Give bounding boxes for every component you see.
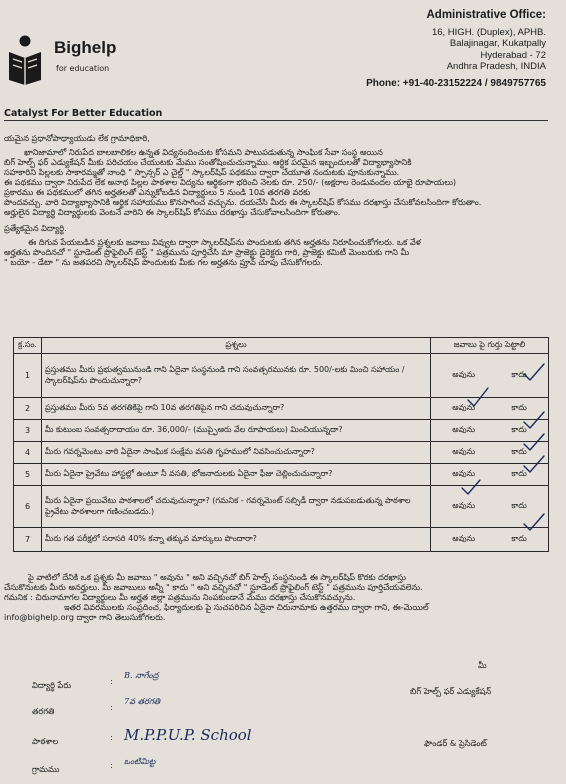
school-value[interactable]: M.P.P.U.P. School xyxy=(124,726,252,744)
intro-line: పొందవచ్చు. వారి విద్యాభ్యాసానికి ఆర్థిక సహాయము కొనసాగించ వచ్చును. దయచేసి మీరు ఈ స్కాలర్‌షిప్ కోసము దరఖాస్తు చేసుకోవలసిందిగా కోరుతాం. xyxy=(4,197,482,207)
office-title: Administrative Office: xyxy=(426,9,546,21)
office-line: Hyderabad - 72 xyxy=(480,49,546,61)
signoff-mee: మీ xyxy=(478,660,487,670)
tick-mark xyxy=(524,456,544,472)
intro-line: సహకారిని పిల్లలకు సాకారమ్మతో నాంధి " స్పాన్సర్ ఎ చైల్డ్ " స్కాలర్‌షిప్ పథకము ద్వారా చేయూత నందుటకు పూనుకున్నాము. xyxy=(4,167,400,177)
row-number: 5 xyxy=(14,464,42,486)
handwritten-ticks xyxy=(440,360,560,550)
class-value[interactable]: 7వ తరగతి xyxy=(124,696,161,706)
tick-mark xyxy=(524,364,544,380)
instruction-line: ఇతర వివరములకు సంప్రదించ, ఫిర్యాదులకు పై సుచపరిచిన ఏదైనా చిరునామాకు ఉత్తరము ద్వారా గాని, ఈ-మెయిల్ xyxy=(64,602,429,612)
answer-no[interactable]: కాదు xyxy=(511,370,527,379)
col-number-header: క్ర.సం. xyxy=(14,338,42,354)
student-name-value[interactable]: B. నాగేంద్ర xyxy=(124,670,159,680)
row-number: 6 xyxy=(14,486,42,528)
signoff-org: బిగ్ హెల్ప్ ఫర్ ఎడ్యుకేషన్ xyxy=(410,686,492,696)
answer-yes[interactable]: అవును xyxy=(452,469,475,478)
answer-yes[interactable]: అవును xyxy=(452,534,475,543)
selection-line: " బయో - డేటా " ను జతపరచి స్కాలర్‌షిప్ పొందుటకు మీకు గల అర్హతను ప్రూవ్ చూపు చేసుకోగలరు. xyxy=(4,257,323,267)
header-divider xyxy=(4,120,548,121)
row-number: 2 xyxy=(14,398,42,420)
tick-mark xyxy=(468,388,488,406)
class-label: తరగతి xyxy=(32,706,55,716)
intro-line: యమైన ప్రధానోపాధ్యాయుడు లేక గ్రామాధికారి, xyxy=(4,133,150,143)
intro-line: బిగ్ హెల్ప్ ఫర్ ఎడ్యుకేషన్ మీకు పరిచయం చేయుటకు మేము సంతోషించుచున్నాము. ఆర్థిక పరమైన ఇబ్బందులతో విద్యాభ్యాసానికి xyxy=(4,157,412,167)
answer-yes[interactable]: అవును xyxy=(452,403,475,412)
selection-line: ఈ దిగువ పేయబడిన ప్రశ్నలకు జవాబు వివ్వుట ద్వారా స్కాలర్‌షిప్‌ను పొందుటకు తగిన అర్హతను నిరూపించుకోగలరు. ఒక వేళ xyxy=(28,237,421,247)
village-value[interactable]: ఒంటిమిట్ట xyxy=(124,756,156,766)
row-question: మీరు గత పరీక్షలో సరాసరి 40% కన్నా తక్కువ మార్కులు పొందారా? xyxy=(42,528,431,552)
school-label: పాఠశాల xyxy=(32,736,59,746)
student-name-label: విద్యార్థి పేరు xyxy=(32,680,72,690)
instruction-line: పై వాటిలో దేనికి ఒక ప్రశ్నకు మీ జవాబు " అవును " అని వచ్చినచో బిగ్ హెల్ప్ సంస్థనుండి ఈ స్కాలర్‌షిప్ కొరకు దరఖాస్తు xyxy=(28,572,406,582)
row-question: మీరు గవర్నమెంటు వారి ఏదైనా సాంఘిక సంక్షేమ వసతి గృహములో నివసించుచున్నారా? xyxy=(42,442,431,464)
col-answer-header: జవాబు పై గుర్తు పెట్టాలి xyxy=(431,338,549,354)
answer-no[interactable]: కాదు xyxy=(511,534,527,543)
row-number: 7 xyxy=(14,528,42,552)
office-phone: Phone: +91-40-23152224 / 9849757765 xyxy=(366,77,546,89)
answer-no[interactable]: కాదు xyxy=(511,501,527,510)
brand-name: Bighelp xyxy=(54,38,117,57)
instructions-paragraph xyxy=(4,572,550,652)
answer-yes[interactable]: అవును xyxy=(452,425,475,434)
tick-mark xyxy=(462,480,480,494)
tagline: Catalyst For Better Education xyxy=(4,108,163,119)
row-question: మీరు ఏదైనా ప్రైవేటు హాస్టల్లో ఉంటూ నీ వసతి, భోజనాదులకు ఏదైనా ఫీజు చెల్లించుచున్నారా? xyxy=(42,464,431,486)
row-question: మీరు ఏదైనా ప్రయివేటు పాఠశాలలో చదువుచున్నారా? (గమనిక - గవర్నమెంట్ సబ్సిడీ ద్వారా నడుపబడుతున్న పాఠశాల ప్రైవేటు పాఠశాలగా గణించబడదు.) xyxy=(42,486,431,528)
answer-yes[interactable]: అవును xyxy=(452,447,475,456)
intro-line: ప్రకారము ఈ పథకములో తగిన అర్హతలతో ఎన్నుకోబడిన విద్యార్థులు 5 నుండి 10వ తరగతి వరకు xyxy=(4,187,311,197)
instruction-line: చేసుకొనుటకు మీరు అనర్హులు. మీ జవాబులు అన్నీ " కాదు " అని వచ్చినచో " స్టూడెంట్ ప్రొఫైలింగ్ టెస్ట్ " పత్రమును పూర్తిచేయవలెను. xyxy=(4,582,423,592)
table-header xyxy=(14,338,549,354)
row-number: 1 xyxy=(14,354,42,398)
tick-mark xyxy=(524,434,544,450)
office-line: Balajinagar, Kukatpally xyxy=(449,38,546,49)
email-line: info@bighelp.org ద్వారా గాని తెలుసుకోగలరు. xyxy=(4,612,166,622)
instruction-line: గమనిక : చిరునామాగల విద్యార్థులు మీ అర్హత జిల్లా పత్రమును నింపకుండానే మేము దరఖాస్తు చేసుకొనవచ్చును. xyxy=(4,592,356,602)
office-line: Andhra Pradesh, INDIA xyxy=(446,61,546,72)
col-question-header: ప్రశ్నలు xyxy=(42,338,431,354)
row-question: ప్రస్తుతము మీరు 5వ తరగతికిపై గాని 10వ తరగతిపైన గాని చదువుచున్నారా? xyxy=(42,398,431,420)
brand-subtitle: for education xyxy=(56,64,110,73)
intro-paragraph xyxy=(4,133,550,325)
tick-mark xyxy=(524,514,544,530)
answer-yes[interactable]: అవును xyxy=(452,370,475,379)
office-line: 16, HIGH. (Duplex), APHB. xyxy=(431,26,546,38)
intro-line: ఖానిజామాలో నిరుపేద బాలబాలికల ఉన్నత విద్యనందించుట కోసమని పాటుపడుతున్న సాంఘిక సేవా సంస్థ అయిన xyxy=(24,147,383,157)
row-question: ప్రస్తుతము మీరు ప్రభుత్వమునుండి గాని ఏదైనా సంస్థనుండి గాని సంవత్సరమునకు రూ. 500/-లకు మించి సహాయం / స్కాలర్‌షిప్‌ను పొందుచున్నారా? xyxy=(42,354,431,398)
answer-no[interactable]: కాదు xyxy=(511,403,527,412)
answer-yes[interactable]: అవును xyxy=(452,501,475,510)
intro-line: ప్రత్యేకమైన విద్యార్థి. xyxy=(4,223,67,233)
row-question: మీ కుటుంబ సంవత్సరాదాయం రూ. 36,000/- (ముప్ఫైఆరు వేల రూపాయలు) మించియున్నదా? xyxy=(42,420,431,442)
tick-mark xyxy=(524,412,544,428)
intro-line: అర్హులైన విద్యార్థి విద్యార్థులకు వెంటనే వారిని ఈ స్కాలర్‌షిప్ కోసము దరఖాస్తు చేసుకోవాలసిందిగా కోరుతాం. xyxy=(4,207,341,217)
selection-line: అర్హతను పొందినచో " స్టూడెంట్ ప్రొఫైలింగ్ టెస్ట్ " పత్రమును పూర్తిచేసి మా ప్రాజెక్టు డైరెక్టరు గారి, ప్రాజెక్టు కమిటీ మెంబరుకు గాని మీ xyxy=(4,247,410,257)
answer-no[interactable]: కాదు xyxy=(511,447,527,456)
book-reader-icon xyxy=(6,34,46,86)
letter-page: Bighelp for education Catalyst For Better Education Administrative Office: 16, HIGH. (Duplex), APHB. Balajinagar, Kukatpally Hyderabad - 72 Andhra Pradesh, INDIA Phone: +91-40-23152224 / 9849757765 యమైన ప్రధానోపాధ్యాయుడు లేక గ్రామాధికారి, ఖానిజామాలో నిరుపేద బాలబాలికల ఉన్నత విద్యనందించుట కోసమని పాటుపడుతున్న సాంఘిక సేవా సంస్థ అయిన బిగ్ హెల్ప్ ఫర్ ఎడ్యుకేషన్ మీకు పరిచయం చేయుటకు మేము సంతోషించుచున్నాము. ఆర్థిక పరమైన ఇబ్బందులతో విద్యాభ్యాసానికి సహకారిని పిల్లలకు సాకారమ్మతో నాంధి " స్పాన్సర్ ఎ చైల్డ్ " స్కాలర్‌షిప్ పథకము ద్వారా చేయూత నందుటకు పూనుకున్నాము. ఈ పథకము ద్వారా నిరుపేద లేక అనాథ పిల్లల పాఠశాల విద్యను ఆర్థికంగా భరించి నెలకు రూ. 250/- (అక్షరాల రెండువందల యాభై రూపాయలు) ప్రకారము ఈ పథకములో తగిన అర్హతలతో ఎన్నుకోబడిన విద్యార్థులు 5 నుండి 10వ తరగతి వరకు పొందవచ్చు. వారి విద్యాభ్యాసానికి ఆర్థిక సహాయము కొనసాగించ వచ్చును. దయచేసి మీరు ఈ స్కాలర్‌షిప్ కోసము దరఖాస్తు చేసుకోవలసిందిగా కోరుతాం. అర్హులైన విద్యార్థి విద్యార్థులకు వెంటనే వారిని ఈ స్కాలర్‌షిప్ కోసము దరఖాస్తు చేసుకోవాలసిందిగా కోరుతాం. ప్రత్యేకమైన విద్యార్థి. ఈ దిగువ పేయబడిన ప్రశ్నలకు జవాబు వివ్వుట ద్వారా స్కాలర్‌షిప్‌ను పొందుటకు తగిన అర్హతను నిరూపించుకోగలరు. ఒక వేళ అర్హతను పొందినచో " స్టూడెంట్ ప్రొఫైలింగ్ టెస్ట్ " పత్రమును పూర్తిచేసి మా ప్రాజెక్టు డైరెక్టరు గారి, ప్రాజెక్టు కమిటీ మెంబరుకు గాని మీ " బయో - డేటా " ను జతపరచి స్కాలర్‌షిప్ పొందుటకు మీకు గల అర్హతను ప్రూవ్ చూపు చేసుకోగలరు. క్ర.సం. ప్రశ్నలు జవాబు పై గుర్తు పెట్టాలి 1 ప్రస్తుతము మీరు ప్రభుత్వమునుండి గాని ఏదైనా సంస్థనుండి గాని సంవత్సరమునకు రూ. 500/-లకు మించి సహాయం / స్కాలర్‌షిప్‌ను పొందుచున్నారా? అవును కాదు 2 ప్రస్తుతము మీరు 5వ తరగతికిపై గాని 10వ తరగతిపైన గాని చదువుచున్నారా? అవును కాదు 3 మీ కుటుంబ సంవత్సరాదాయం రూ. 36,000/- (ముప్ఫైఆరు వేల రూపాయలు) మించియున్నదా? అవును కాదు 4 మీరు గవర్నమెంటు వారి ఏదైనా సాంఘిక సంక్షేమ వసతి గృహములో నివసించుచున్నారా? అవును కాదు 5 మీరు ఏదైనా ప్రైవేటు హాస్టల్లో ఉంటూ నీ వసతి, భోజనాదులకు ఏదైనా ఫీజు చెల్లించుచున్నారా? అవును కాదు 6 మీరు ఏదైనా ప్రయివేటు పాఠశాలలో చదువుచున్నారా? (గమనిక - గవర్నమెంట్ సబ్సిడీ ద్వారా నడుపబడుతున్న పాఠశాల ప్రైవేటు పాఠశాలగా గణించబడదు.) అవును కాదు 7 మీరు గత పరీక్షలో సరాసరి 40% కన్నా తక్కువ మార్కులు పొందారా? అవును కాదు పై వాటిలో దేనికి ఒక ప్రశ్నకు మీ జవాబు " అవును " అని వచ్చినచో బిగ్ హెల్ప్ సంస్థనుండి ఈ స్కాలర్‌షిప్ కొరకు దరఖాస్తు చేసుకొనుటకు మీరు అనర్హులు. మీ జవాబులు అన్నీ " కాదు " అని వచ్చినచో " స్టూడెంట్ ప్రొఫైలింగ్ టెస్ట్ " పత్రమును పూర్తిచేయవలెను. గమనిక : చిరునామాగల విద్యార్థులు మీ అర్హత జిల్లా పత్రమును నింపకుండానే మేము దరఖాస్తు చేసుకొనవచ్చును. ఇతర వివరములకు సంప్రదించ, ఫిర్యాదులకు పై సుచపరిచిన ఏదైనా చిరునామాకు ఉత్తరము ద్వారా గాని, ఈ-మెయిల్ info@bighelp.org ద్వారా గాని తెలుసుకోగలరు. మీ బిగ్ హెల్ప్ ఫర్ ఎడ్యుకేషన్ ఫౌండర్ & ప్రెసిడెంట్ విద్యార్థి పేరు : B. నాగేంద్ర తరగతి : 7వ తరగతి పాఠశాల : M.P.P.U.P. School గ్రామము : ఒంటిమిట్ట xyxy=(0,0,566,784)
row-number: 3 xyxy=(14,420,42,442)
intro-line: ఈ పథకము ద్వారా నిరుపేద లేక అనాథ పిల్లల పాఠశాల విద్యను ఆర్థికంగా భరించి నెలకు రూ. 250/- (అక్షరాల రెండువందల యాభై రూపాయలు) xyxy=(4,177,457,187)
signoff-founder: ఫౌండర్ & ప్రెసిడెంట్ xyxy=(424,738,487,748)
office-address xyxy=(366,10,546,89)
answer-no[interactable]: కాదు xyxy=(511,425,527,434)
row-number: 4 xyxy=(14,442,42,464)
answer-no[interactable]: కాదు xyxy=(511,469,527,478)
village-label: గ్రామము xyxy=(32,764,60,774)
